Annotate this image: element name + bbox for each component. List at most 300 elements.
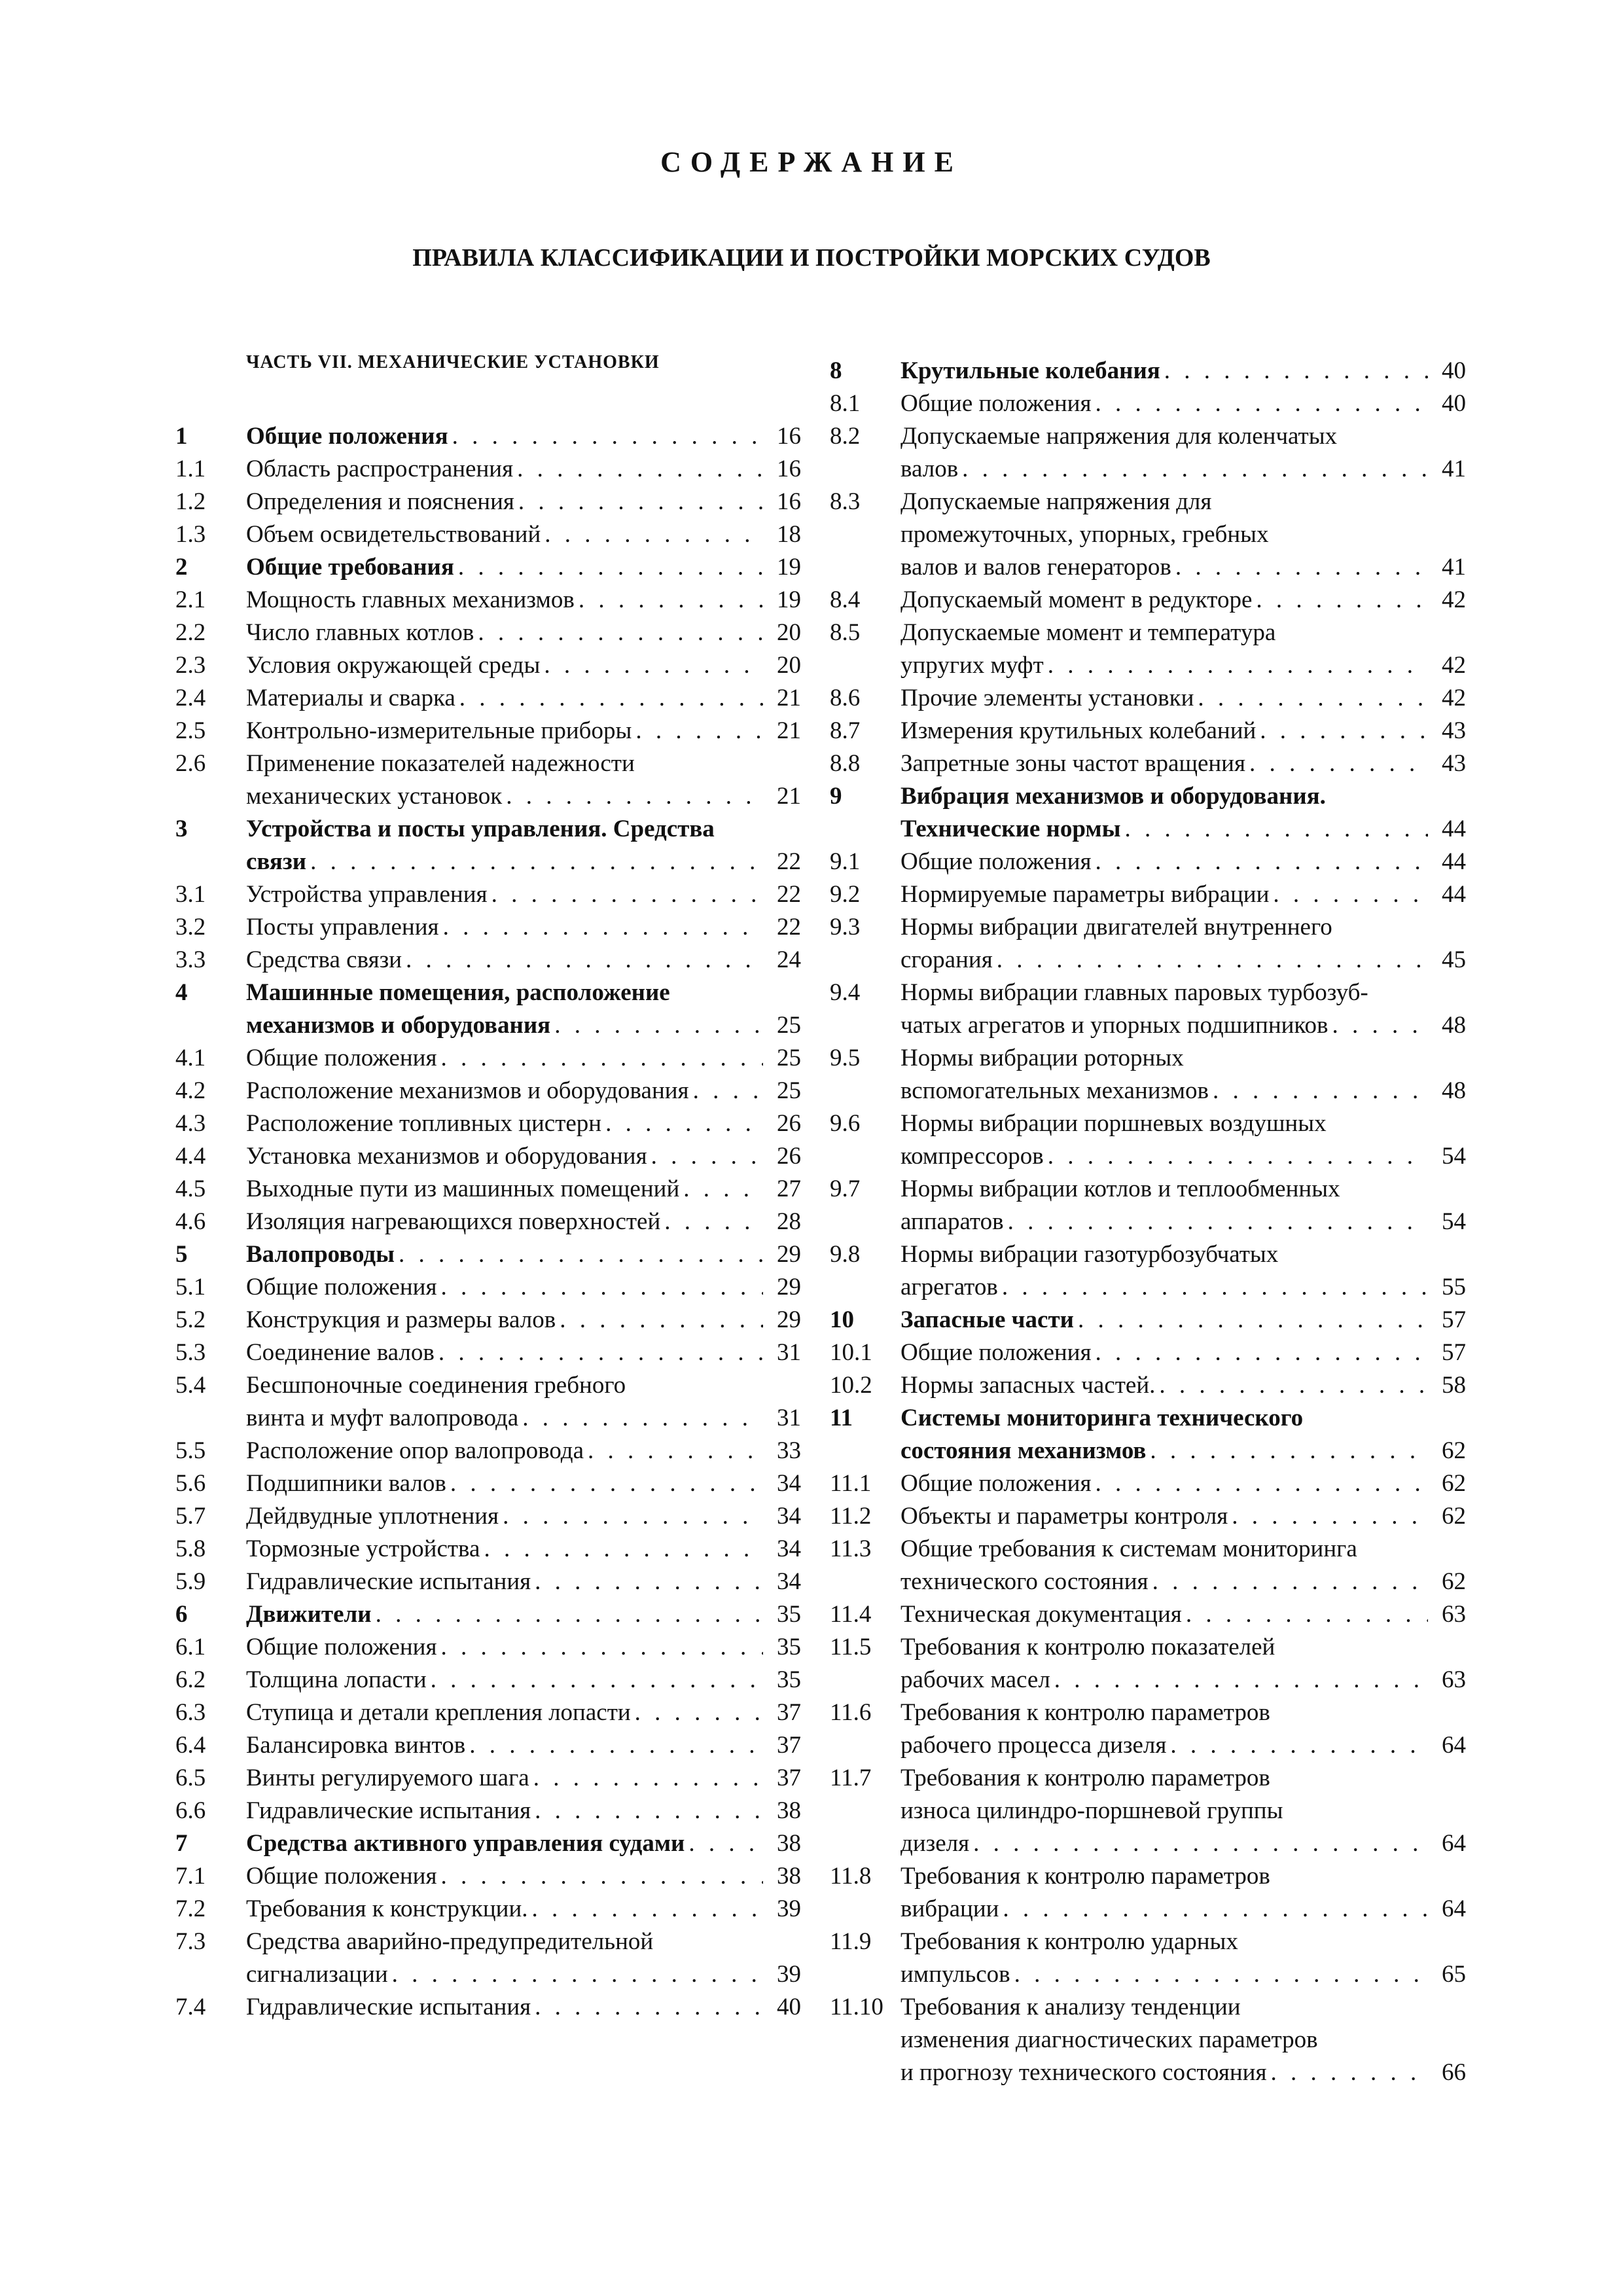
toc-entry [830,1042,1466,1107]
toc-page-number: 21 [777,685,801,711]
toc-page-number: 66 [1442,2059,1466,2086]
toc-entry-title: Общие положения [901,1470,1092,1497]
toc-entry [830,1107,1466,1173]
dot-leader [437,1271,763,1304]
toc-entry-title: Требования к контролю параметров [901,1765,1270,1791]
toc-page-number: 25 [777,1012,801,1039]
toc-entry-number: 9.7 [830,1175,861,1202]
toc-entry-title: Подшипники валов [246,1470,446,1497]
toc-entry-title: Определения и пояснения [246,488,514,515]
toc-entry [175,1729,801,1762]
toc-entry-title: Вибрация механизмов и оборудования. [901,783,1326,810]
dot-leader [1171,551,1428,584]
toc-page-number: 43 [1442,750,1466,777]
toc-entry-number: 10.2 [830,1372,872,1399]
toc-entry-title: Общие положения [901,1339,1092,1366]
dot-leader [1155,1369,1428,1402]
dot-leader [1149,1566,1428,1598]
toc-entry-number: 11.10 [830,1994,883,2020]
toc-entry-title: Нормы вибрации поршневых воздушных [901,1110,1327,1137]
toc-entry-title: Валопроводы [246,1241,395,1268]
toc-entry-number: 2.3 [175,652,206,679]
dot-leader [1266,2056,1428,2089]
toc-entry [175,1991,801,2024]
toc-entry-title: Машинные помещения, расположение [246,979,670,1006]
toc-entry-number: 11.8 [830,1863,872,1890]
toc-entry-title: и прогнозу технического состояния [901,2059,1267,2086]
toc-entry [830,682,1466,715]
toc-entry [175,1304,801,1336]
toc-page-number: 57 [1442,1306,1466,1333]
dot-leader [647,1140,763,1173]
toc-entry-title: механизмов и оборудования [246,1012,551,1039]
dot-leader [958,453,1428,486]
dot-leader [1091,846,1428,878]
dot-leader [465,1729,763,1762]
toc-entry-title: износа цилиндро-поршневой группы [901,1797,1283,1824]
toc-page-number: 48 [1442,1012,1466,1039]
toc-entry-title: Условия окружающей среды [246,652,541,679]
toc-page-number: 24 [777,946,801,973]
toc-entry-number: 7 [175,1830,188,1857]
toc-entry-title: Нормы вибрации котлов и теплообменных [901,1175,1340,1202]
toc-entry-title: Нормы вибрации двигателей внутреннего [901,914,1332,941]
toc-entry-number: 9.4 [830,979,861,1006]
toc-page-number: 21 [777,717,801,744]
dot-leader [499,1500,763,1533]
toc-entry-title: промежуточных, упорных, гребных [901,521,1269,548]
toc-entry-title: Гидравлические испытания [246,1568,531,1595]
toc-entry-number: 2.4 [175,685,206,711]
toc-section [175,813,801,878]
dot-leader [372,1598,763,1631]
toc-entry-number: 5.3 [175,1339,206,1366]
toc-entry [175,1467,801,1500]
toc-entry-title: Нормы запасных частей. [901,1372,1156,1399]
toc-entry-number: 10 [830,1306,854,1333]
toc-page-number: 63 [1442,1601,1466,1628]
toc-entry-number: 6 [175,1601,188,1628]
dot-leader [435,1336,763,1369]
toc-entry-number: 4.4 [175,1143,206,1170]
dot-leader [679,1173,763,1206]
dot-leader [518,1402,763,1435]
toc-entry-number: 6.6 [175,1797,206,1824]
toc-page-number: 41 [1442,554,1466,581]
toc-section [175,1598,801,1631]
toc-page-number: 31 [777,1405,801,1431]
dot-leader [969,1827,1428,1860]
dot-leader [1091,1336,1428,1369]
toc-entry [175,1435,801,1467]
toc-entry-number: 9 [830,783,842,810]
dot-leader [529,1762,763,1795]
toc-entry-number: 6.4 [175,1732,206,1759]
toc-entry-number: 5.1 [175,1274,206,1300]
toc-entry [830,1631,1466,1696]
toc-entry [175,682,801,715]
toc-entry-title: Допускаемый момент в редукторе [901,586,1253,613]
toc-entry-title: Применение показателей надежности [246,750,635,777]
toc-entry [175,584,801,617]
toc-page-number: 64 [1442,1732,1466,1759]
toc-entry-title: Соединение валов [246,1339,435,1366]
toc-entry-title: Требования к анализу тенденции [901,1994,1241,2020]
dot-leader [1182,1598,1428,1631]
toc-page-number: 29 [777,1306,801,1333]
toc-entry-title: Расположение опор валопровода [246,1437,584,1464]
toc-entry-number: 4.3 [175,1110,206,1137]
toc-entry [175,1762,801,1795]
toc-entry-number: 5.4 [175,1372,206,1399]
toc-section [175,1827,801,1860]
toc-entry-title: Конструкция и размеры валов [246,1306,556,1333]
toc-entry [175,1271,801,1304]
toc-entry-number: 8 [830,357,842,384]
toc-entry-number: 3.3 [175,946,206,973]
toc-entry-title: аппаратов [901,1208,1004,1235]
toc-entry-title: компрессоров [901,1143,1044,1170]
toc-entry-number: 8.5 [830,619,861,646]
document-subtitle: ПРАВИЛА КЛАССИФИКАЦИИ И ПОСТРОЙКИ МОРСКИХ СУДОВ [412,244,1211,272]
toc-entry-number: 11.7 [830,1765,872,1791]
toc-entry-title: Запретные зоны частот вращения [901,750,1245,777]
toc-page-number: 21 [777,783,801,810]
toc-entry-title: Нормы вибрации роторных [901,1045,1184,1071]
page-title: СОДЕРЖАНИЕ [660,146,963,178]
toc-entry-number: 2 [175,554,188,581]
dot-leader [575,584,763,617]
dot-leader [1194,682,1428,715]
toc-entry [175,1500,801,1533]
dot-leader [1209,1075,1428,1107]
toc-entry-title: Системы мониторинга технического [901,1405,1304,1431]
dot-leader [556,1304,763,1336]
toc-entry-title: сигнализации [246,1961,388,1988]
dot-leader [474,617,763,649]
toc-entry [830,1696,1466,1762]
part-title: ЧАСТЬ VII. МЕХАНИЧЕСКИЕ УСТАНОВКИ [246,352,660,372]
dot-leader [448,420,763,453]
toc-entry-title: Требования к контролю параметров [901,1863,1270,1890]
toc-page-number: 54 [1442,1143,1466,1170]
toc-entry-number: 7.1 [175,1863,206,1890]
toc-entry-number: 11.1 [830,1470,872,1497]
toc-entry-number: 11.5 [830,1634,872,1660]
toc-page-number: 22 [777,881,801,908]
toc-entry-title: Расположение топливных цистерн [246,1110,602,1137]
dot-leader [601,1107,763,1140]
toc-entry-number: 4.1 [175,1045,206,1071]
dot-leader [1252,584,1428,617]
toc-entry-title: механических установок [246,783,503,810]
toc-entry [175,518,801,551]
dot-leader [531,1991,763,2024]
toc-page-number: 42 [1442,685,1466,711]
toc-entry [830,1238,1466,1304]
toc-entry [175,1107,801,1140]
toc-page-number: 25 [777,1077,801,1104]
toc-entry [175,747,801,813]
toc-page-number: 34 [777,1568,801,1595]
toc-entry-title: Нормы вибрации газотурбозубчатых [901,1241,1279,1268]
toc-entry [175,1369,801,1435]
toc-page-number: 62 [1442,1503,1466,1530]
toc-entry-title: Устройства управления [246,881,488,908]
toc-section [175,420,801,453]
toc-page-number: 65 [1442,1961,1466,1988]
toc-section [830,355,1466,387]
toc-entry-number: 4.5 [175,1175,206,1202]
toc-entry-title: Средства связи [246,946,402,973]
toc-entry-title: связи [246,848,307,875]
toc-entry-number: 5.2 [175,1306,206,1333]
toc-page-number: 20 [777,619,801,646]
toc-entry-title: валов [901,456,959,482]
toc-page-number: 39 [777,1961,801,1988]
toc-entry-title: Общие положения [246,1634,437,1660]
toc-page-number: 35 [777,1634,801,1660]
dot-leader [689,1075,763,1107]
toc-entry-number: 6.1 [175,1634,206,1660]
toc-entry-title: Допускаемые момент и температура [901,619,1276,646]
dot-leader [388,1958,763,1991]
toc-page-number: 29 [777,1241,801,1268]
toc-entry-title: Требования к конструкции. [246,1895,528,1922]
dot-leader [1166,1729,1428,1762]
toc-section [830,1402,1466,1467]
toc-entry-number: 1 [175,423,188,450]
toc-page-number: 16 [777,488,801,515]
toc-entry-number: 5.5 [175,1437,206,1464]
toc-page-number: 26 [777,1143,801,1170]
toc-entry-title: Балансировка винтов [246,1732,466,1759]
toc-page-number: 35 [777,1666,801,1693]
toc-entry-title: изменения диагностических параметров [901,2026,1318,2053]
toc-entry [175,1533,801,1566]
toc-entry-title: Требования к контролю ударных [901,1928,1238,1955]
toc-page-number: 62 [1442,1470,1466,1497]
dot-leader [1245,747,1428,780]
toc-page-number: 54 [1442,1208,1466,1235]
toc-page-number: 58 [1442,1372,1466,1399]
toc-entry-number: 11.3 [830,1535,872,1562]
toc-entry-title: Общие положения [246,1045,437,1071]
toc-entry-number: 9.3 [830,914,861,941]
toc-entry [175,1926,801,1991]
toc-entry [830,1991,1466,2089]
dot-leader [306,846,763,878]
toc-entry [175,715,801,747]
toc-entry-title: Средства аварийно-предупредительной [246,1928,654,1955]
toc-entry [175,1075,801,1107]
toc-entry-title: упругих муфт [901,652,1044,679]
toc-page-number: 29 [777,1274,801,1300]
toc-entry-title: Гидравлические испытания [246,1797,531,1824]
toc-entry-title: Объем освидетельствований [246,521,541,548]
toc-page-number: 62 [1442,1568,1466,1595]
toc-entry [175,911,801,944]
toc-page-number: 64 [1442,1830,1466,1857]
toc-entry [175,1173,801,1206]
toc-page-number: 37 [777,1765,801,1791]
toc-entry-title: Расположение механизмов и оборудования [246,1077,689,1104]
dot-leader [540,649,763,682]
toc-page-number: 19 [777,586,801,613]
toc-entry-number: 9.1 [830,848,861,875]
toc-entry [175,1336,801,1369]
toc-entry-title: Движители [246,1601,372,1628]
toc-entry-number: 5 [175,1241,188,1268]
toc-entry [175,1206,801,1238]
toc-page-number: 22 [777,914,801,941]
toc-entry-title: Область распространения [246,456,514,482]
toc-entry-number: 7.4 [175,1994,206,2020]
toc-entry-number: 8.2 [830,423,861,450]
toc-section [175,551,801,584]
toc-entry-number: 5.7 [175,1503,206,1530]
toc-page-number: 34 [777,1470,801,1497]
toc-entry-number: 2.2 [175,619,206,646]
toc-entry [175,1696,801,1729]
toc-entry-title: Контрольно-измерительные приборы [246,717,632,744]
toc-page-number: 16 [777,423,801,450]
toc-entry-number: 9.8 [830,1241,861,1268]
toc-page-number: 45 [1442,946,1466,973]
toc-entry [830,1173,1466,1238]
toc-entry-number: 10.1 [830,1339,872,1366]
toc-entry [830,715,1466,747]
dot-leader [999,1893,1428,1926]
toc-entry-number: 2.1 [175,586,206,613]
dot-leader [513,453,763,486]
toc-entry [830,747,1466,780]
toc-page-number: 35 [777,1601,801,1628]
toc-page-number: 44 [1442,848,1466,875]
toc-entry [830,584,1466,617]
toc-page-number: 39 [777,1895,801,1922]
toc-page-number: 57 [1442,1339,1466,1366]
toc-entry [175,1664,801,1696]
toc-entry-title: Допускаемые напряжения для [901,488,1212,515]
toc-entry-title: Число главных котлов [246,619,474,646]
dot-leader [1329,1009,1429,1042]
toc-entry-title: Требования к контролю параметров [901,1699,1270,1726]
toc-entry-title: чатых агрегатов и упорных подшипников [901,1012,1329,1039]
toc-entry [830,1500,1466,1533]
toc-entry-number: 1.3 [175,521,206,548]
dot-leader [1004,1206,1428,1238]
toc-entry-number: 4 [175,979,188,1006]
toc-page-number: 38 [777,1830,801,1857]
toc-page-number: 42 [1442,586,1466,613]
toc-entry [175,1893,801,1926]
dot-leader [1091,1467,1428,1500]
toc-page-number: 34 [777,1535,801,1562]
toc-entry-title: состояния механизмов [901,1437,1147,1464]
toc-entry-title: винта и муфт валопровода [246,1405,519,1431]
toc-entry-number: 2.6 [175,750,206,777]
toc-entry [830,1336,1466,1369]
toc-entry-title: Выходные пути из машинных помещений [246,1175,680,1202]
toc-entry [175,486,801,518]
dot-leader [685,1827,763,1860]
toc-entry [175,1566,801,1598]
toc-entry-title: дизеля [901,1830,970,1857]
toc-entry-number: 1.2 [175,488,206,515]
toc-page-number: 44 [1442,881,1466,908]
dot-leader [541,518,763,551]
toc-page-number: 18 [777,521,801,548]
dot-leader [1044,1140,1428,1173]
toc-entry [175,944,801,977]
toc-entry-title: Нормы вибрации главных паровых турбозуб- [901,979,1368,1006]
toc-entry-number: 6.3 [175,1699,206,1726]
toc-page-number: 34 [777,1503,801,1530]
toc-entry-title: Общие положения [901,390,1092,417]
dot-leader [993,944,1428,977]
toc-section [175,977,801,1042]
toc-entry [830,1762,1466,1860]
toc-entry-title: Общие положения [246,1863,437,1890]
toc-entry [175,1631,801,1664]
toc-entry-number: 8.4 [830,586,861,613]
toc-column-left [175,420,801,2024]
dot-leader [454,551,763,584]
toc-entry-number: 8.3 [830,488,861,515]
toc-entry-title: Посты управления [246,914,439,941]
toc-entry-title: вибрации [901,1895,999,1922]
toc-entry-title: агрегатов [901,1274,998,1300]
toc-entry-title: Ступица и детали крепления лопасти [246,1699,631,1726]
toc-page-number: 38 [777,1863,801,1890]
toc-entry [175,878,801,911]
toc-entry-number: 2.5 [175,717,206,744]
toc-page-number: 16 [777,456,801,482]
dot-leader [1050,1664,1428,1696]
toc-page-number: 37 [777,1699,801,1726]
toc-page-number: 22 [777,848,801,875]
dot-leader [427,1664,763,1696]
toc-entry-number: 3.2 [175,914,206,941]
dot-leader [395,1238,763,1271]
toc-page-number: 64 [1442,1895,1466,1922]
toc-entry-number: 9.6 [830,1110,861,1137]
toc-entry-title: вспомогательных механизмов [901,1077,1209,1104]
toc-section [830,1304,1466,1336]
toc-entry-title: Общие положения [901,848,1092,875]
toc-entry-number: 7.2 [175,1895,206,1922]
dot-leader [488,878,763,911]
toc-entry-title: Установка механизмов и оборудования [246,1143,647,1170]
toc-entry-title: валов и валов генераторов [901,554,1171,581]
toc-page-number: 37 [777,1732,801,1759]
dot-leader [455,682,763,715]
toc-entry-title: Средства активного управления судами [246,1830,685,1857]
dot-leader [550,1009,763,1042]
toc-entry-number: 8.1 [830,390,861,417]
toc-section [830,780,1466,846]
dot-leader [1146,1435,1428,1467]
dot-leader [502,780,763,813]
toc-entry-title: Материалы и сварка [246,685,455,711]
toc-entry [830,878,1466,911]
toc-page-number: 55 [1442,1274,1466,1300]
toc-entry [175,617,801,649]
dot-leader [439,911,763,944]
toc-entry [175,1860,801,1893]
toc-entry-title: Изоляция нагревающихся поверхностей [246,1208,661,1235]
